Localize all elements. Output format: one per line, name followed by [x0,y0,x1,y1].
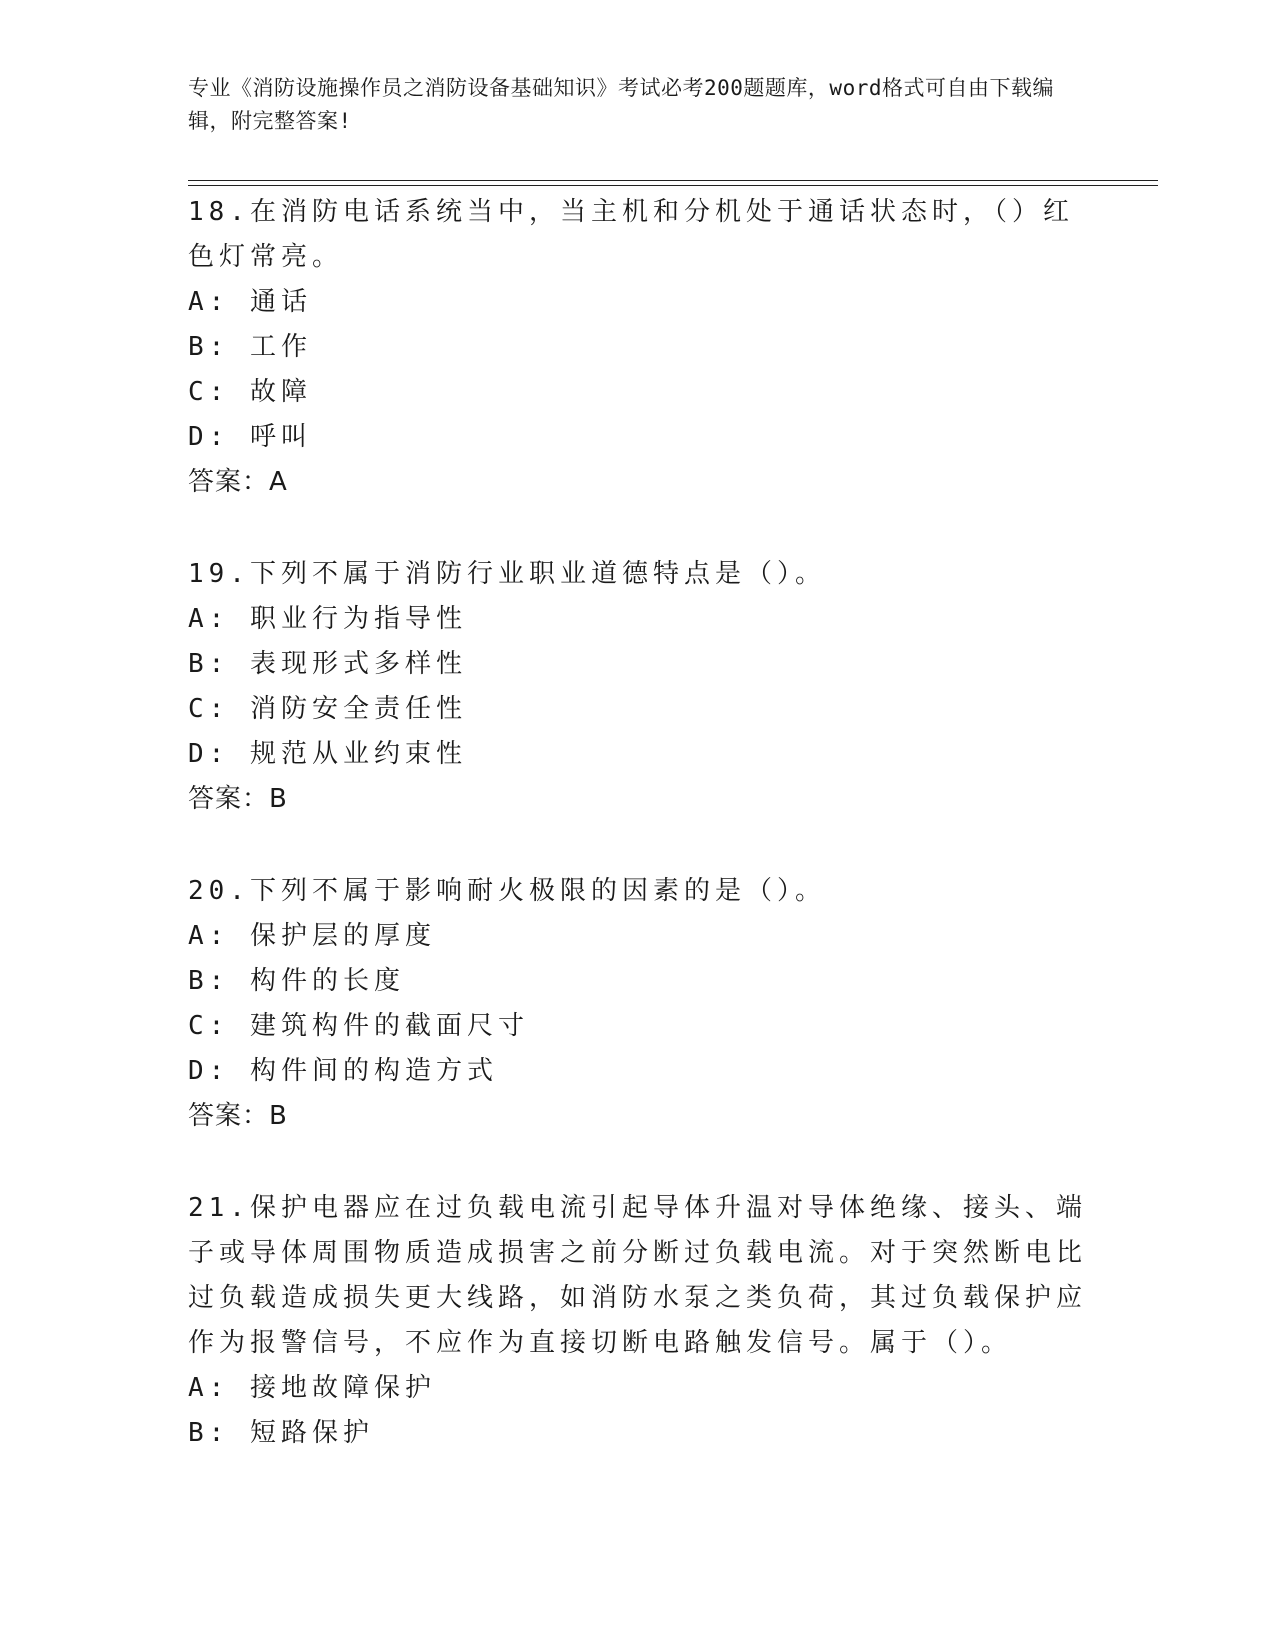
question-18 [188,190,1088,505]
question-text: 19.下列不属于消防行业职业道德特点是（）。 [188,559,826,589]
option-d: D: 规范从业约束性 [188,739,467,769]
question-19 [188,552,1088,822]
question-21 [188,1186,1088,1456]
option-c: C: 建筑构件的截面尺寸 [188,1011,529,1041]
question-text: 21.保护电器应在过负载电流引起导体升温对导体绝缘、接头、端子或导体周围物质造成损害之前分断过负载电流。对于突然断电比过负载造成损失更大线路，如消防水泵之类负荷，其过负载保护应作为报警信号，不应作为直接切断电路触发信号。属于（）。 [188,1193,1088,1358]
question-20 [188,869,1088,1139]
option-a: A: 通话 [188,287,312,317]
option-b: B: 短路保护 [188,1418,374,1448]
document-header: 专业《消防设施操作员之消防设备基础知识》考试必考200题题库，word格式可自由下载编辑，附完整答案! [188,76,1054,133]
question-list [188,190,1088,1503]
answer-label: 答案：A [188,467,288,497]
option-b: B: 构件的长度 [188,966,405,996]
option-d: D: 构件间的构造方式 [188,1056,498,1086]
option-a: A: 保护层的厚度 [188,921,436,951]
answer-label: 答案：B [188,1101,288,1131]
option-a: A: 职业行为指导性 [188,604,467,634]
option-b: B: 工作 [188,332,312,362]
option-d: D: 呼叫 [188,422,312,452]
option-c: C: 消防安全责任性 [188,694,467,724]
question-text: 20.下列不属于影响耐火极限的因素的是（）。 [188,876,826,906]
question-text: 18.在消防电话系统当中，当主机和分机处于通话状态时，（）红色灯常亮。 [188,197,1074,272]
header-divider-bottom [188,185,1158,186]
option-c: C: 故障 [188,377,312,407]
answer-label: 答案：B [188,784,288,814]
option-b: B: 表现形式多样性 [188,649,467,679]
option-a: A: 接地故障保护 [188,1373,436,1403]
header-divider-top [188,180,1158,181]
